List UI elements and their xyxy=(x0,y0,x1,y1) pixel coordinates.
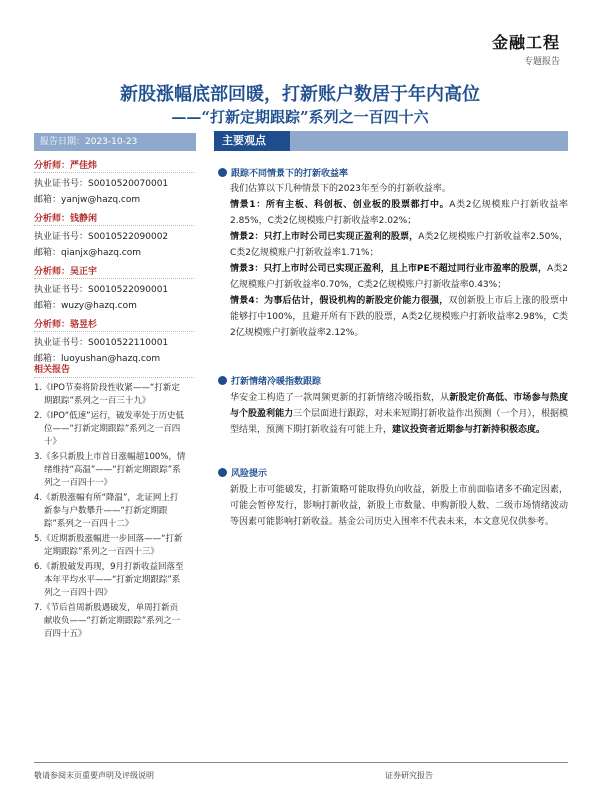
analyst-name-row xyxy=(34,158,194,173)
related-report-link[interactable]: 7.《节后首周新股遇破发，单周打新贡献收负——“打新定期跟踪”系列之一百四十五》 xyxy=(34,603,181,639)
brand-title: 金融工程 xyxy=(491,33,560,52)
analyst-name: 严佳炜 xyxy=(70,161,98,171)
related-report-link[interactable]: 3.《多只新股上市首日涨幅超100%，情绪维持“高温”——“打新定期跟踪”系列之一百四十一》 xyxy=(34,452,186,488)
report-date: 报告日期：2023-10-23 xyxy=(34,133,196,151)
analyst-name-row xyxy=(34,211,194,226)
scenario-label: 情景2：只打上市时公司已实现正盈利的股票， xyxy=(230,232,419,242)
analyst-block xyxy=(34,158,194,205)
section-title: 打新情绪冷暖指数跟踪 xyxy=(231,377,322,387)
analyst-role: 分析师： xyxy=(34,320,71,330)
body-emphasis: 建议投资者近期参与打新持积极态度。 xyxy=(392,425,546,435)
related-report-link[interactable]: 2.《IPO“低速”运行，破发率处于历史低位——“打新定期跟踪”系列之一百四十》 xyxy=(34,411,185,447)
intro-text xyxy=(230,181,568,197)
analyst-name: 吴正宇 xyxy=(70,267,98,277)
section-body xyxy=(230,390,568,438)
analyst-role: 分析师： xyxy=(34,267,71,277)
body-emphasis: 新股定价高低、市场参与热度与个股盈利能力 xyxy=(230,393,568,419)
bullet-icon xyxy=(218,468,227,477)
related-report-link[interactable]: 6.《新股破发再现，9月打新收益回落至本年平均水平——“打新定期跟踪”系列之一百四十四》 xyxy=(34,562,184,598)
analyst-name-row xyxy=(34,317,194,332)
analyst-cert: 执业证书号：S0010522090002 xyxy=(34,232,169,242)
analyst-email: 邮箱：wuzy@hazq.com xyxy=(34,301,137,311)
analyst-name: 钱静闲 xyxy=(70,214,98,224)
bullet-icon xyxy=(218,376,227,385)
analyst-email: 邮箱：qianjx@hazq.com xyxy=(34,248,141,258)
analyst-name: 骆昱杉 xyxy=(70,320,98,330)
scenario-text: 双创新股上市后上涨的股票中能够打中100%，且避开所有下跌的股票，A类2亿规模账户打新收益率2.98%，C类2亿规模账户打新收益率2.12%。 xyxy=(230,296,568,338)
body-text: 华安金工构造了一款周频更新的打新情绪冷暖指数，从 xyxy=(230,393,450,403)
analyst-email: 邮箱：yanjw@hazq.com xyxy=(34,195,141,205)
bullet-icon xyxy=(218,168,227,177)
footer-doc-type: 证券研究报告 xyxy=(385,771,433,780)
risk-text: 新股上市可能破发，打新策略可能取得负向收益，新股上市前面临诸多不确定因素，可能会暂停发行，影响打新收益，新股上市数量、申购新股人数、二级市场情绪波动等因素可能影响打新收益。基金公司历史入围率不代表未来，本文意见仅供参考。 xyxy=(230,485,568,527)
section-heading xyxy=(218,166,348,179)
scenario-paragraph xyxy=(230,261,568,293)
analyst-role: 分析师： xyxy=(34,161,71,171)
footer-disclaimer: 敬请参阅末页重要声明及评级说明 xyxy=(34,771,154,780)
scenario-paragraph xyxy=(230,293,568,341)
section-body xyxy=(230,482,568,530)
related-report-link[interactable]: 4.《新股涨幅有所“降温”，北证网上打新参与户数攀升——“打新定期跟踪”系列之一百四十二》 xyxy=(34,493,179,529)
report-type: 专题报告 xyxy=(523,57,560,67)
analyst-block xyxy=(34,317,194,364)
intro-sentence: 我们估算以下几种情景下的2023年至今的打新收益率。 xyxy=(230,184,451,194)
section-body xyxy=(230,181,568,341)
analyst-email: 邮箱：luoyushan@hazq.com xyxy=(34,354,161,364)
related-reports-title: 相关报告 xyxy=(34,362,194,378)
scenario-paragraph xyxy=(230,197,568,229)
related-report-link[interactable]: 1.《IPO节奏将阶段性收紧——“打新定期跟踪”系列之一百三十九》 xyxy=(34,383,180,406)
section-heading xyxy=(218,374,321,387)
analyst-cert: 执业证书号：S0010522110001 xyxy=(34,338,169,348)
report-subtitle: ——“打新定期跟踪”系列之一百四十六 xyxy=(171,108,429,126)
analyst-name-row xyxy=(34,264,194,279)
section-heading xyxy=(218,466,267,479)
scenario-label: 情景3：只打上市时公司已实现正盈利，且上市PE不超过同行业市盈率的股票， xyxy=(230,264,548,274)
analyst-role: 分析师： xyxy=(34,214,71,224)
analyst-cert: 执业证书号：S0010520070001 xyxy=(34,179,169,189)
related-reports-list xyxy=(34,382,186,643)
analyst-block xyxy=(34,264,194,311)
analyst-cert: 执业证书号：S0010522090001 xyxy=(34,285,169,295)
key-points-header xyxy=(214,131,568,151)
analyst-block xyxy=(34,211,194,258)
report-title: 新股涨幅底部回暖，打新账户数居于年内高位 xyxy=(120,84,480,105)
scenario-label: 情景4：为事后估计，假设机构的新股定价能力很强， xyxy=(230,296,449,306)
scenario-label: 情景1：所有主板、科创板、创业板的股票都打中。 xyxy=(230,200,450,210)
section-title: 风险提示 xyxy=(231,469,268,479)
body-text: 三个层面进行跟踪，对未来短期打新收益作出预测（一个月），根据模型结果，预测下期打新收益有可能上升， xyxy=(230,409,568,435)
scenario-paragraph xyxy=(230,229,568,261)
scenario-text: A类2亿规模账户打新收益率0.70%，C类2亿规模账户打新收益率0.43%； xyxy=(230,264,568,290)
scenario-text: A类2亿规模账户打新收益率2.50%，C类2亿规模账户打新收益率1.71%； xyxy=(230,232,568,258)
section-title: 跟踪不同情景下的打新收益率 xyxy=(231,169,349,179)
key-points-title: 主要观点 xyxy=(222,134,266,147)
footer-divider xyxy=(34,762,568,763)
scenario-text: A类2亿规模账户打新收益率2.85%，C类2亿规模账户打新收益率2.02%； xyxy=(230,200,568,226)
related-report-link[interactable]: 5.《近期新股涨幅进一步回落——“打新定期跟踪”系列之一百四十三》 xyxy=(34,534,183,557)
